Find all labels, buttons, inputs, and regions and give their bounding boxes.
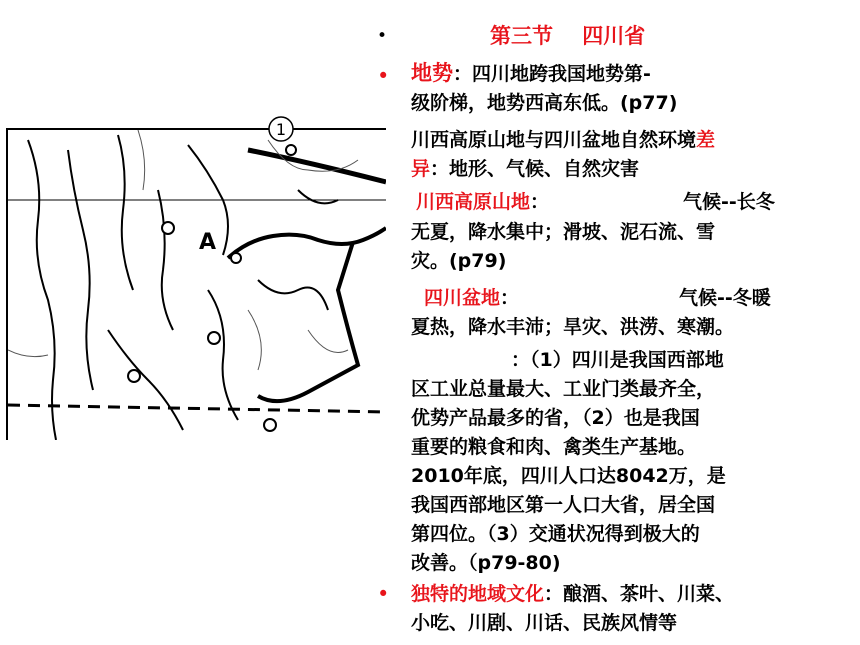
map-route-line [228, 228, 386, 258]
map-drawing [8, 130, 386, 440]
marker-1-label: 1 [275, 120, 287, 139]
dev-text-3: 优势产品最多的省，（2）也是我国 [411, 407, 700, 429]
plateau-text-1: ： [530, 191, 550, 213]
dev-text-2: 区工业总量最大、工业门类最齐全， [411, 378, 716, 400]
map-cities [128, 145, 296, 431]
dev-text-8: 改善。（p79-80) [411, 552, 561, 574]
sichuan-map [6, 128, 386, 440]
map-borders [8, 130, 358, 370]
basin-partial: 气候--冬暖 [679, 287, 771, 309]
marker-1-circle [266, 114, 296, 144]
dev-text-6: 我国西部地区第一人口大省，居全国 [411, 494, 716, 516]
map-railway-line [248, 150, 386, 182]
plateau-text-2: 无夏，降水集中；滑坡、泥石流、雪 [411, 221, 716, 243]
bullet-0: • [377, 26, 388, 46]
bullet-culture: • [377, 582, 390, 606]
culture-text-1: ：酿酒、茶叶、川菜、 [544, 583, 735, 605]
plateau-label: 川西高原山地 [416, 191, 531, 213]
diff-line-2 [411, 155, 639, 184]
dev-text-1: ：（1）四川是我国西部地 [511, 349, 724, 371]
basin-text-2: 夏热，降水丰沛；旱灾、洪涝、寒潮。 [411, 316, 735, 338]
diff-text-1a: 川西高原山地与四川盆地自然环境 [411, 129, 697, 151]
basin-line-1 [424, 284, 519, 313]
map-boundary-thick [258, 242, 358, 401]
plateau-partial: 气候--长冬 [683, 191, 775, 213]
diff-line-1 [411, 126, 715, 155]
plateau-line-1 [416, 188, 549, 217]
terrain-text-1: ：四川地跨我国地势第- [453, 63, 651, 85]
map-dashed-line [8, 405, 386, 412]
culture-line-1 [411, 580, 734, 609]
marker-a-label: A [199, 230, 217, 255]
diff-text-2a: 异 [411, 158, 431, 180]
plateau-text-3: 灾。(p79) [411, 250, 507, 272]
terrain-label: 地势 [411, 61, 453, 85]
culture-text-2: 小吃、川剧、川话、民族风情等 [411, 612, 678, 634]
dev-text-7: 第四位。（3）交通状况得到极大的 [411, 523, 700, 545]
basin-text-1: ： [500, 287, 520, 309]
dev-text-4: 重要的粮食和肉、禽类生产基地。 [411, 436, 697, 458]
dev-text-5: 2010年底，四川人口达8042万，是 [411, 465, 726, 487]
terrain-text-2: 级阶梯，地势西高东低。(p77) [411, 92, 678, 114]
diff-text-1b: 差 [696, 129, 716, 151]
terrain-line-1 [411, 59, 651, 89]
culture-label: 独特的地域文化 [411, 583, 545, 605]
diff-text-2b: ：地形、气候、自然灾害 [430, 158, 640, 180]
map-rivers [28, 135, 338, 440]
bullet-1: • [377, 64, 390, 88]
basin-label: 四川盆地 [424, 287, 501, 309]
section-title: 第三节 四川省 [490, 24, 646, 48]
